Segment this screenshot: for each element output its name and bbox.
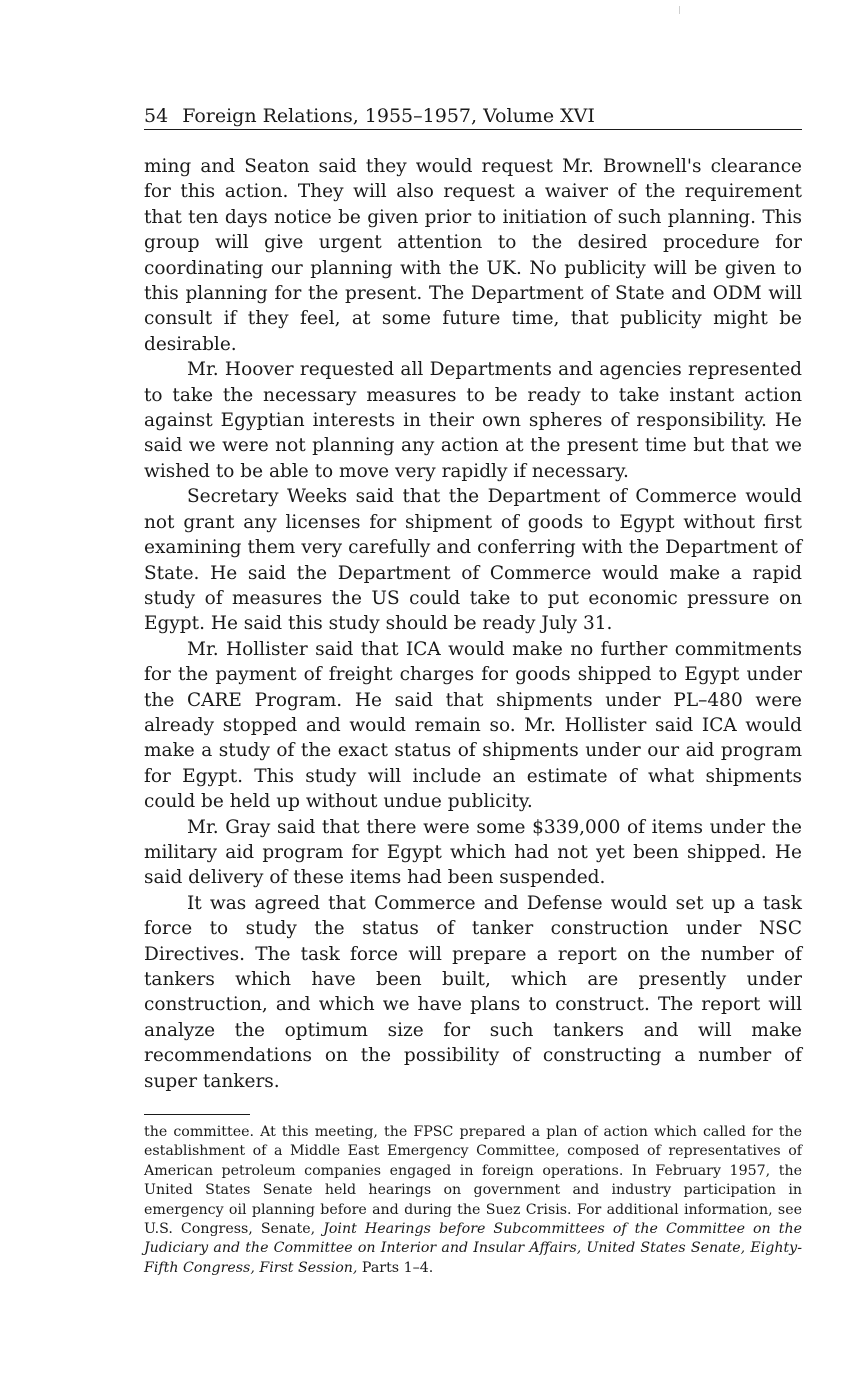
volume-title: Foreign Relations, 1955–1957, Volume XVI <box>182 105 595 127</box>
footnote-parts: Parts 1–4. <box>357 1259 434 1276</box>
paragraph-hollister: Mr. Hollister said that ICA would make no further commitments for the payment of freight charges for goods shipped to Egypt under the CARE Program. He said that shipments under PL–480 were already stopped and would remain so. Mr. Hollister said ICA would make a study of the exact status of shipments under our aid program for Egypt. This study will include an estimate of what shipments could be held up without undue publicity. <box>144 638 802 813</box>
footnote-divider <box>144 1114 250 1115</box>
running-head <box>144 104 802 130</box>
footnote-italic-title: Joint Hearings before Subcommittees of the Committee on the Judiciary and the Committee on Interior and Insular Affairs, United States Senate, Eighty-Fifth Congress, First Session, <box>144 1221 802 1276</box>
paragraph-gray: Mr. Gray said that there were some $339,000 of items under the military aid program for Egypt which had not yet been shipped. He said delivery of these items had been suspended. <box>144 816 802 889</box>
paragraph-continuation: ming and Seaton said they would request Mr. Brownell's clearance for this action. They will also request a waiver of the requirement that ten days notice be given prior to initiation of such planning. This group will give urgent attention to the desired procedure for coordinating our planning with the UK. No publicity will be given to this planning for the present. The Department of State and ODM will consult if they feel, at some future time, that publicity might be desirable. <box>144 156 802 355</box>
paragraph-weeks: Secretary Weeks said that the Department of Commerce would not grant any licenses for shipment of goods to Egypt without first examining them very carefully and conferring with the Department of State. He said the Department of Commerce would make a rapid study of measures the US could take to put economic pressure on Egypt. He said this study should be ready July 31. <box>144 486 802 635</box>
body-text <box>144 154 802 1094</box>
paragraph-hoover: Mr. Hoover requested all Departments and agencies represented to take the necessary measures to be ready to take instant action against Egyptian interests in their own spheres of responsibility. He said we were not planning any action at the present time but that we wished to be able to move very rapidly if necessary. <box>144 359 802 482</box>
footnote <box>144 1123 802 1278</box>
document-page <box>144 104 802 1278</box>
page-number: 54 <box>144 105 169 127</box>
paragraph-task-force: It was agreed that Commerce and Defense would set up a task force to study the status of tanker construction under NSC Directives. The task force will prepare a report on the number of tankers which have been built, which are presently under construction, and which we have plans to construct. The report will analyze the optimum size for such tankers and will make recommendations on the possibility of constructing a number of super tankers. <box>144 892 802 1092</box>
footnote-text: the committee. At this meeting, the FPSC prepared a plan of action which called for the establishment of a Middle East Emergency Committee, composed of representatives of American petroleum companies engaged in foreign operations. In February 1957, the United States Senate held hearings on government and industry participation in emergency oil planning before and during the Suez Crisis. For additional information, see U.S. Congress, Senate, <box>144 1124 802 1238</box>
scan-mark <box>679 6 680 14</box>
